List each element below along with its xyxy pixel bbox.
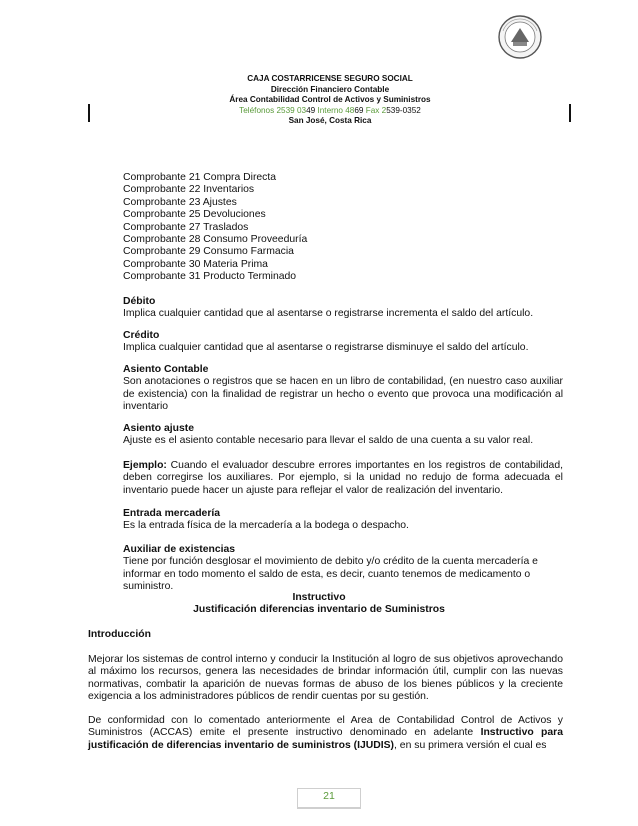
- term-text-line: suministro.: [123, 581, 174, 593]
- footer-rule: [297, 808, 361, 809]
- letterhead: [200, 74, 460, 127]
- list-item: Comprobante 23 Ajustes: [123, 196, 237, 208]
- term-text: Implica cualquier cantidad que al asentarse o registrarse incrementa el saldo del artículo.: [123, 308, 534, 320]
- list-item: Comprobante 27 Traslados: [123, 221, 249, 233]
- intro-heading: Introducción: [88, 629, 151, 640]
- instructivo-subtitle: Justificación diferencias inventario de Suministros: [193, 604, 445, 615]
- term-text: Es la entrada física de la mercadería a la bodega o despacho.: [123, 520, 409, 532]
- definition-credito: [123, 330, 563, 355]
- header-right-rule: [569, 104, 571, 122]
- term-heading: Crédito: [123, 330, 160, 341]
- term-heading: Entrada mercadería: [123, 508, 221, 519]
- direction-name: Dirección Financiero Contable: [270, 84, 390, 94]
- city-line: San José, Costa Rica: [288, 116, 372, 125]
- term-text-line: Tiene por función desglosar el movimiento de debito y/o crédito de la cuenta mercadería e: [123, 556, 538, 568]
- header-left-rule: [88, 104, 90, 122]
- term-heading: Débito: [123, 296, 156, 307]
- page-number: 21: [323, 790, 335, 802]
- term-text-line: informar en todo momento el saldo de esta, es decir, cuanto tenemos de medicamento o: [123, 568, 531, 580]
- institution-name: CAJA COSTARRICENSE SEGURO SOCIAL: [247, 74, 413, 83]
- definition-debito: [123, 296, 563, 321]
- list-item: Comprobante 30 Materia Prima: [123, 258, 268, 270]
- contact-line: Teléfonos 2539 0349 Interno 4869 Fax 2539-0352: [239, 105, 421, 115]
- list-item: Comprobante 22 Inventarios: [123, 184, 255, 196]
- definition-entrada-mercaderia: [123, 508, 563, 533]
- term-heading: Auxiliar de existencias: [123, 544, 236, 555]
- ejemplo-text: Cuando el evaluador descubre errores importantes en los registros de contabilidad, deben corregirse los auxiliares. Por ejemplo, si la unidad no redujo de forma adecuada el inventario puede hacer un ajuste para reflejar el valor de realización del inventario.: [123, 460, 563, 496]
- definition-asiento-contable: [123, 364, 563, 414]
- instructivo-title: Instructivo: [292, 592, 346, 603]
- term-heading: Asiento Contable: [123, 364, 209, 375]
- ejemplo-label: Ejemplo:: [123, 460, 167, 471]
- term-text: Ajuste es el asiento contable necesario para llevar el saldo de una cuenta a su valor real.: [123, 435, 534, 447]
- list-item: Comprobante 29 Consumo Farmacia: [123, 246, 294, 258]
- definition-auxiliar-existencias: [123, 544, 563, 594]
- list-item: Comprobante 28 Consumo Proveeduría: [123, 234, 308, 246]
- intro-paragraph-1: Mejorar los sistemas de control interno y conducir la Institución al logro de sus objetivos aprovechando al máximo los recursos, genera las necesidades de brindar información útil, cumplir con las nuevas normativas, combatir la aparición de nuevas formas de abuso de los bienes públicos y la creciente exigencia a los administradores públicos de rendir cuentas por su gestión.: [88, 654, 563, 703]
- ejemplo-paragraph: [123, 460, 563, 497]
- area-name: Área Contabilidad Control de Activos y Suministros: [229, 95, 431, 104]
- ccss-seal-logo: [497, 14, 543, 60]
- intro-paragraph-2: De conformidad con lo comentado anteriormente el Area de Contabilidad Control de Activos y Suministros (ACCAS) emite el presente instructivo denominado en adelante Instructivo para justificación de diferencias inventario de suministros (IJUDIS), en su primera versión el cual es: [88, 715, 564, 751]
- term-text: Son anotaciones o registros que se hacen en un libro de contabilidad, (en nuestro caso auxiliar de existencia) con la finalidad de registrar un hecho o evento que provoca una modificación al inventario: [123, 376, 563, 413]
- definition-asiento-ajuste: [123, 423, 563, 448]
- term-text: Implica cualquier cantidad que al asentarse o registrarse disminuye el saldo del artículo.: [123, 342, 529, 354]
- list-item: Comprobante 25 Devoluciones: [123, 209, 266, 221]
- term-heading: Asiento ajuste: [123, 423, 195, 434]
- comprobantes-list: [123, 172, 563, 284]
- list-item: Comprobante 21 Compra Directa: [123, 172, 277, 183]
- list-item: Comprobante 31 Producto Terminado: [123, 271, 297, 283]
